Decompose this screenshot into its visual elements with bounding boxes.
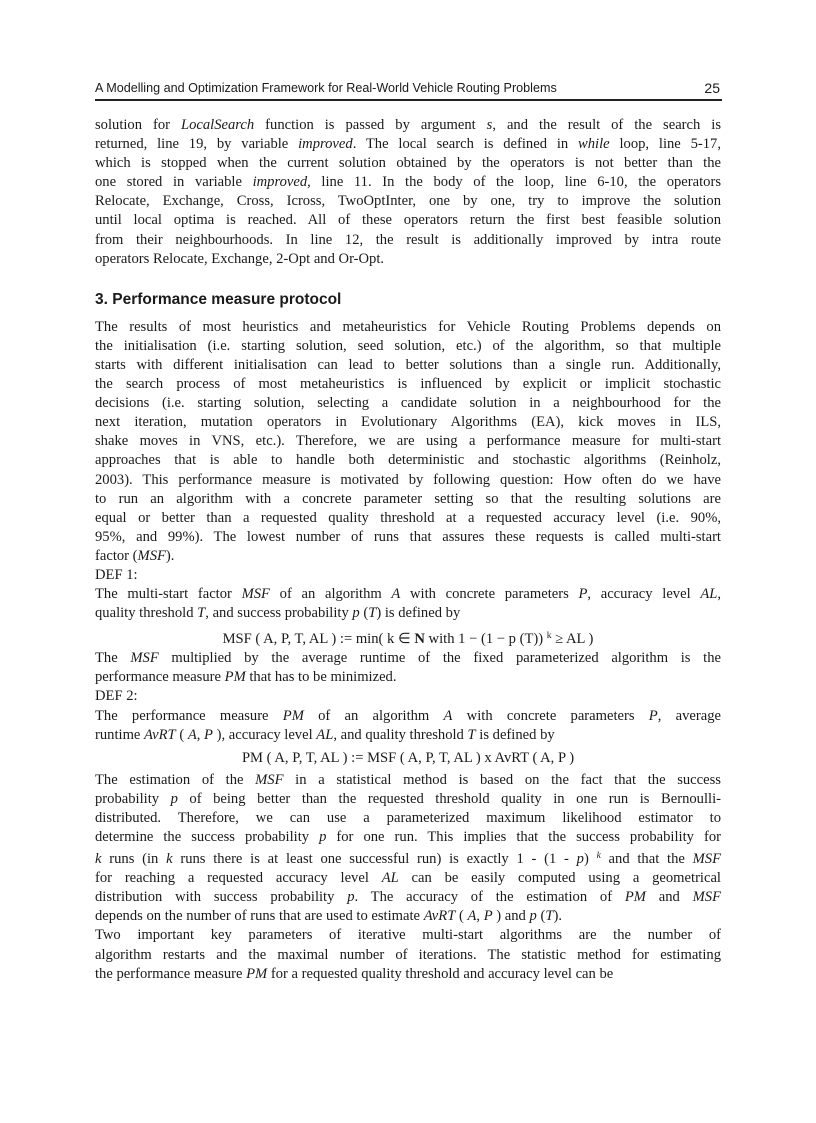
text-line	[95, 451, 721, 470]
italic-text: P	[648, 707, 658, 724]
text-run: , and success probability	[205, 605, 353, 622]
page-body	[95, 116, 721, 984]
italic-text: MSF	[130, 650, 159, 667]
text-line	[95, 173, 721, 192]
italic-text: AvRT	[144, 726, 176, 743]
text-run: shake moves in VNS, etc.). Therefore, we are using a performance measure for multi-start	[95, 433, 721, 450]
text-run: decisions (i.e. starting solution, selecting a candidate solution in a neighbourhood for the	[95, 395, 721, 412]
text-run: equal or better than a requested quality threshold at a requested accuracy level (i.e. 90%,	[95, 509, 721, 526]
text-line	[95, 211, 721, 230]
text-run: , accuracy level	[587, 586, 701, 603]
italic-text: MSF	[692, 889, 721, 906]
text-line	[95, 471, 721, 490]
italic-text: MSF	[241, 586, 270, 603]
text-run: is defined by	[475, 726, 555, 743]
text-run: which is stopped when the current solution obtained by the operators is not better than the	[95, 155, 721, 172]
text-line	[95, 356, 721, 375]
text-line	[95, 432, 721, 451]
text-line	[95, 394, 721, 413]
italic-text: T	[545, 908, 554, 925]
text-line	[95, 116, 721, 135]
text-line	[95, 745, 721, 771]
text-run: The results of most heuristics and metaheuristics for Vehicle Routing Problems depends on	[95, 318, 721, 335]
text-run: the performance measure	[95, 965, 247, 982]
text-run: , line 11. In the body of the loop, line 6-10, the operators	[307, 174, 721, 191]
superscript: k	[546, 631, 552, 642]
text-line	[95, 231, 721, 250]
italic-text: T	[368, 605, 377, 622]
text-run: ).	[165, 547, 175, 564]
text-run: MSF ( A, P, T, AL ) := min( k ∈	[222, 631, 415, 648]
text-run: loop, line 5-17,	[609, 136, 721, 153]
text-run: algorithm restarts and the maximal number of iterations. The statistic method for estimating	[95, 946, 721, 963]
text-run: for one run. This implies that the success probability for	[326, 829, 721, 845]
text-run: (	[175, 726, 188, 743]
text-line	[95, 154, 721, 173]
italic-text: MSF	[692, 851, 721, 868]
text-line	[95, 771, 721, 790]
bold-text: N	[414, 631, 425, 648]
paragraph	[95, 649, 721, 687]
text-run: starts with different initialisation can lead to better solutions than a single run. Additionally,	[95, 356, 721, 373]
text-run: (	[455, 908, 468, 925]
text-run: that has to be minimized.	[245, 669, 397, 686]
italic-text: p	[576, 851, 584, 868]
page-number: 25	[704, 80, 720, 96]
italic-text: AL	[316, 726, 334, 743]
text-run: runtime	[95, 726, 145, 743]
text-line	[95, 907, 721, 926]
running-header-title: A Modelling and Optimization Framework for Real-World Vehicle Routing Problems	[95, 81, 557, 95]
paragraph	[95, 707, 721, 745]
text-run: ) and	[492, 908, 530, 925]
text-line	[95, 375, 721, 394]
text-line	[95, 566, 721, 585]
text-run: for a requested quality threshold and accuracy level can be	[267, 965, 614, 982]
text-run: . The local search is defined in	[352, 136, 579, 153]
text-run: distributed. Therefore, we can use a parameterized maximum likelihood estimator to	[95, 809, 721, 826]
italic-text: MSF	[255, 771, 284, 788]
text-run: 2003). This performance measure is motivated by following question: How often do we have	[95, 471, 721, 488]
equation	[95, 623, 721, 649]
text-run: solution for	[95, 117, 181, 133]
italic-text: PM	[246, 965, 268, 982]
text-run: )	[583, 851, 597, 868]
italic-text: while	[578, 136, 610, 153]
text-line	[95, 250, 721, 269]
text-line	[95, 809, 721, 828]
text-run: approaches that is able to handle both deterministic and stochastic algorithms (Reinholz,	[95, 452, 721, 469]
text-run: DEF 2:	[95, 688, 138, 705]
text-line	[95, 965, 721, 984]
text-run: performance measure	[95, 669, 225, 686]
text-line	[95, 790, 721, 809]
text-run: can be easily computed using a geometrical	[398, 870, 721, 887]
italic-text: T	[197, 605, 206, 622]
italic-text: AL	[381, 870, 399, 887]
text-run: The estimation of the	[95, 771, 256, 788]
text-run: the search process of most metaheuristics is influenced by explicit or implicit stochastic	[95, 376, 721, 393]
paragraph	[95, 771, 721, 927]
text-run: with concrete parameters	[452, 707, 649, 724]
text-line	[95, 687, 721, 706]
text-run: depends on the number of runs that are used to estimate	[95, 908, 424, 925]
italic-text: PM	[282, 707, 304, 724]
text-line	[95, 707, 721, 726]
text-run: 95%, and 99%). The lowest number of runs that assures these requests is called multi-start	[95, 528, 721, 545]
text-run: next iteration, mutation operators in Evolutionary Algorithms (EA), kick moves in ILS,	[95, 414, 721, 431]
text-run: The	[95, 650, 131, 667]
text-run: runs there is at least one successful run) is exactly 1 - (1 -	[172, 851, 577, 868]
superscript: k	[596, 851, 601, 862]
equation	[95, 745, 721, 771]
italic-text: p	[347, 889, 355, 906]
text-run: operators Relocate, Exchange, 2-Opt and Or-Opt.	[95, 250, 385, 267]
text-run: in a statistical method is based on the fact that the success	[283, 771, 721, 788]
text-run: probability	[95, 790, 171, 807]
italic-text: T	[467, 726, 476, 743]
text-run: ) is defined by	[376, 605, 461, 622]
text-line	[95, 318, 721, 337]
text-run: of an algorithm	[303, 707, 444, 724]
text-line	[95, 585, 721, 604]
italic-text: PM	[224, 669, 246, 686]
text-run: , average	[657, 707, 721, 724]
text-line	[95, 547, 721, 566]
italic-text: AvRT	[423, 908, 456, 925]
italic-text: P	[578, 586, 588, 603]
italic-text: p	[319, 829, 327, 845]
text-line	[95, 847, 721, 869]
text-run: , and quality threshold	[333, 726, 468, 743]
text-line	[95, 726, 721, 745]
italic-text: p	[170, 790, 178, 807]
text-line	[95, 604, 721, 623]
text-run: DEF 1:	[95, 566, 138, 583]
text-run: returned, line 19, by variable	[95, 136, 299, 153]
paragraph	[95, 566, 721, 585]
italic-text: k	[95, 851, 102, 868]
italic-text: AL	[700, 586, 718, 603]
paragraph	[95, 116, 721, 269]
text-line	[95, 946, 721, 965]
text-run: factor (	[95, 547, 138, 564]
text-run: from their neighbourhoods. In line 12, the result is additionally improved by intra route	[95, 231, 721, 248]
text-run: (	[359, 605, 369, 622]
text-run: and	[645, 889, 693, 906]
text-run: . The accuracy of the estimation of	[354, 889, 625, 906]
text-line	[95, 337, 721, 356]
running-header	[95, 80, 722, 101]
text-run: with concrete parameters	[400, 586, 579, 603]
italic-text: LocalSearch	[180, 117, 255, 133]
text-run: one stored in variable	[95, 174, 253, 191]
italic-text: A	[443, 707, 453, 724]
text-run: of an algorithm	[269, 586, 392, 603]
paragraph	[95, 687, 721, 706]
text-line	[95, 509, 721, 528]
italic-text: PM	[624, 889, 646, 906]
text-run: ,	[717, 586, 721, 603]
text-line	[95, 490, 721, 509]
paragraph	[95, 926, 721, 983]
italic-text: improved	[298, 136, 353, 153]
text-line	[95, 828, 721, 847]
text-line	[95, 926, 721, 945]
text-run: runs (in	[101, 851, 167, 868]
text-run: for reaching a requested accuracy level	[95, 870, 382, 887]
text-run: PM ( A, P, T, AL ) := MSF ( A, P, T, AL ) x AvRT ( A, P )	[241, 749, 575, 766]
text-run: , and the result of the search is	[492, 117, 721, 133]
text-run: until local optima is reached. All of these operators return the first best feasible solution	[95, 212, 721, 229]
text-line	[95, 623, 721, 649]
text-run: and that the	[600, 851, 693, 868]
italic-text: MSF	[137, 547, 166, 564]
section-heading: 3. Performance measure protocol	[95, 290, 342, 308]
text-run: The performance measure	[95, 707, 283, 724]
text-line	[95, 649, 721, 668]
text-run: with 1 − (1 − p (T))	[424, 631, 547, 648]
text-run: multiplied by the average runtime of the fixed parameterized algorithm is the	[158, 650, 721, 667]
text-run: of being better than the requested threshold quality in one run is Bernoulli-	[177, 790, 721, 807]
text-run: quality threshold	[95, 605, 198, 622]
text-line	[95, 869, 721, 888]
text-line	[95, 528, 721, 547]
paragraph	[95, 318, 721, 566]
italic-text: p	[529, 908, 537, 925]
text-run: to run an algorithm with a concrete parameter setting so that the resulting solutions are	[95, 490, 721, 507]
text-line	[95, 413, 721, 432]
paragraph	[95, 585, 721, 623]
text-run: Two important key parameters of iterative multi-start algorithms are the number of	[95, 927, 721, 944]
text-run: ≥ AL )	[551, 631, 594, 648]
italic-text: p	[352, 605, 360, 622]
italic-text: k	[166, 851, 173, 868]
text-line	[95, 135, 721, 154]
italic-text: improved	[252, 174, 308, 191]
text-run: function is passed by argument	[254, 117, 487, 133]
text-run: distribution with success probability	[95, 889, 348, 906]
text-line	[95, 888, 721, 907]
text-run: the initialisation (i.e. starting solution, seed solution, etc.) of the algorithm, so that multiple	[95, 337, 721, 354]
text-run: ), accuracy level	[212, 726, 317, 743]
text-run: determine the success probability	[95, 829, 320, 845]
text-line	[95, 668, 721, 687]
italic-text: A, P	[187, 726, 213, 743]
text-run: The multi-start factor	[95, 586, 242, 603]
text-run: Relocate, Exchange, Cross, Icross, TwoOptInter, one by one, try to improve the solution	[95, 193, 721, 210]
text-run: (	[536, 908, 546, 925]
text-line	[95, 192, 721, 211]
italic-text: A, P	[467, 908, 493, 925]
italic-text: A	[391, 586, 401, 603]
italic-text: s	[486, 117, 493, 133]
text-run: ).	[553, 908, 562, 925]
